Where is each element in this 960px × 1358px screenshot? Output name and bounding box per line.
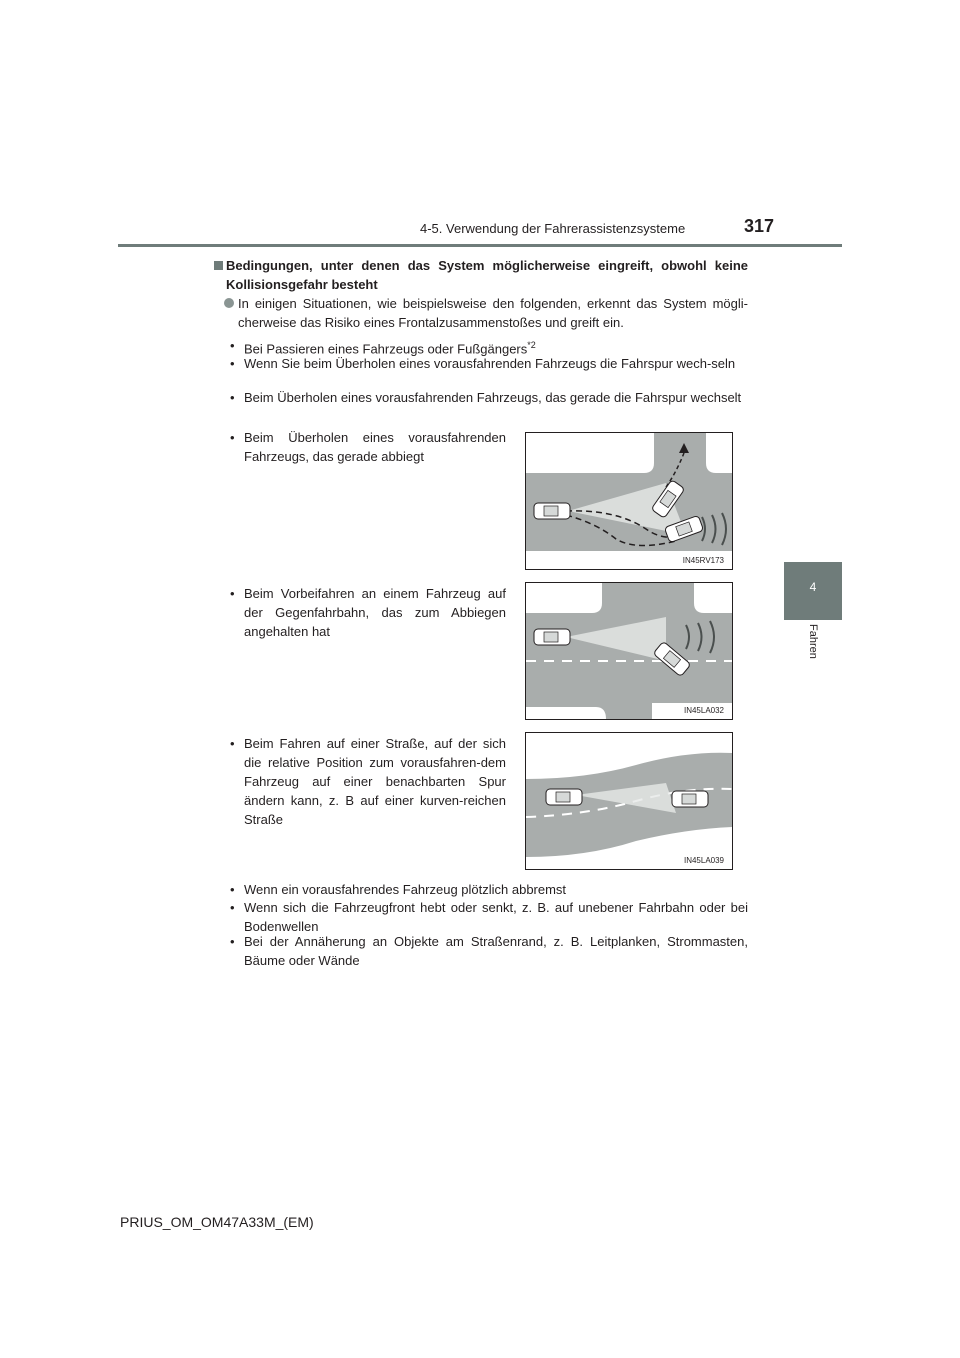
chapter-label	[805, 624, 821, 684]
list-item-text: Beim Fahren auf einer Straße, auf der sich die relative Position zum vorausfahren-dem Fahrzeug auf einer benachbarten Spur ändern kann, z. B auf einer kurven-reichen Straße	[244, 736, 506, 827]
bullet-marker: •	[230, 390, 235, 405]
square-bullet-icon	[214, 261, 223, 270]
list-item	[230, 932, 748, 970]
figure-code: IN45LA039	[683, 856, 724, 865]
figure-turning-vehicle	[525, 432, 733, 570]
header-title: 4-5. Verwendung der Fahrerassistenzsysteme	[420, 221, 686, 236]
list-item	[230, 584, 506, 641]
bullet-marker: •	[230, 586, 235, 601]
list-item	[230, 428, 506, 466]
oncoming-vehicle-illustration	[526, 583, 732, 719]
footnote-reference[interactable]: *2	[527, 340, 536, 350]
list-item-text: Wenn ein vorausfahrendes Fahrzeug plötzlich abbremst	[244, 882, 567, 897]
footer-doc-id: PRIUS_OM_OM47A33M_(EM)	[120, 1214, 314, 1230]
circle-bullet-icon	[224, 298, 234, 308]
chapter-number: 4	[809, 580, 817, 594]
section-heading	[214, 256, 748, 294]
figure-code: IN45LA032	[683, 706, 724, 715]
figure-oncoming-vehicle	[525, 582, 733, 720]
list-item-text: Wenn Sie beim Überholen eines vorausfahrenden Fahrzeugs die Fahrspur wech-seln	[244, 356, 736, 371]
chapter-label-text: Fahren	[807, 624, 819, 659]
intro-text: In einigen Situationen, wie beispielsweise den folgenden, erkennt das System mögli-cherweise das Risiko eines Frontalzusammenstoßes und greift ein.	[238, 296, 748, 330]
bullet-marker: •	[230, 882, 235, 897]
bullet-marker: •	[230, 934, 235, 949]
list-item	[230, 880, 748, 899]
figure-curved-road	[525, 732, 733, 870]
curved-road-illustration	[526, 733, 732, 869]
list-item-text: Beim Vorbeifahren an einem Fahrzeug auf der Gegenfahrbahn, das zum Abbiegen angehalten hat	[244, 586, 506, 639]
list-item	[230, 388, 748, 407]
list-item	[230, 734, 506, 829]
list-item-text: Beim Überholen eines vorausfahrenden Fahrzeugs, das gerade abbiegt	[244, 430, 506, 464]
list-item-text: Bei Passieren eines Fahrzeugs oder Fußgängers	[244, 341, 528, 357]
figure-code: IN45RV173	[682, 556, 724, 565]
list-item	[230, 898, 748, 936]
header-rule	[118, 244, 842, 247]
chapter-tab[interactable]	[784, 562, 842, 620]
list-item-text: Wenn sich die Fahrzeugfront hebt oder senkt, z. B. auf unebener Fahrbahn oder bei Bodenwellen	[244, 900, 748, 934]
bullet-marker: •	[230, 430, 235, 445]
list-item-text: Beim Überholen eines vorausfahrenden Fahrzeugs, das gerade die Fahrspur wechselt	[244, 390, 742, 405]
list-item	[230, 354, 748, 373]
page-number: 317	[744, 216, 775, 236]
bullet-marker: •	[230, 356, 235, 371]
list-item-text: Bei der Annäherung an Objekte am Straßenrand, z. B. Leitplanken, Strommasten, Bäume oder Wände	[244, 934, 748, 968]
intro-paragraph	[224, 294, 748, 332]
section-heading-text: Bedingungen, unter denen das System möglicherweise eingreift, obwohl keine Kollisionsgefahr besteht	[226, 258, 748, 292]
bullet-marker: •	[230, 736, 235, 751]
bullet-marker: •	[230, 338, 235, 353]
bullet-marker: •	[230, 900, 235, 915]
turning-vehicle-illustration	[526, 433, 732, 569]
